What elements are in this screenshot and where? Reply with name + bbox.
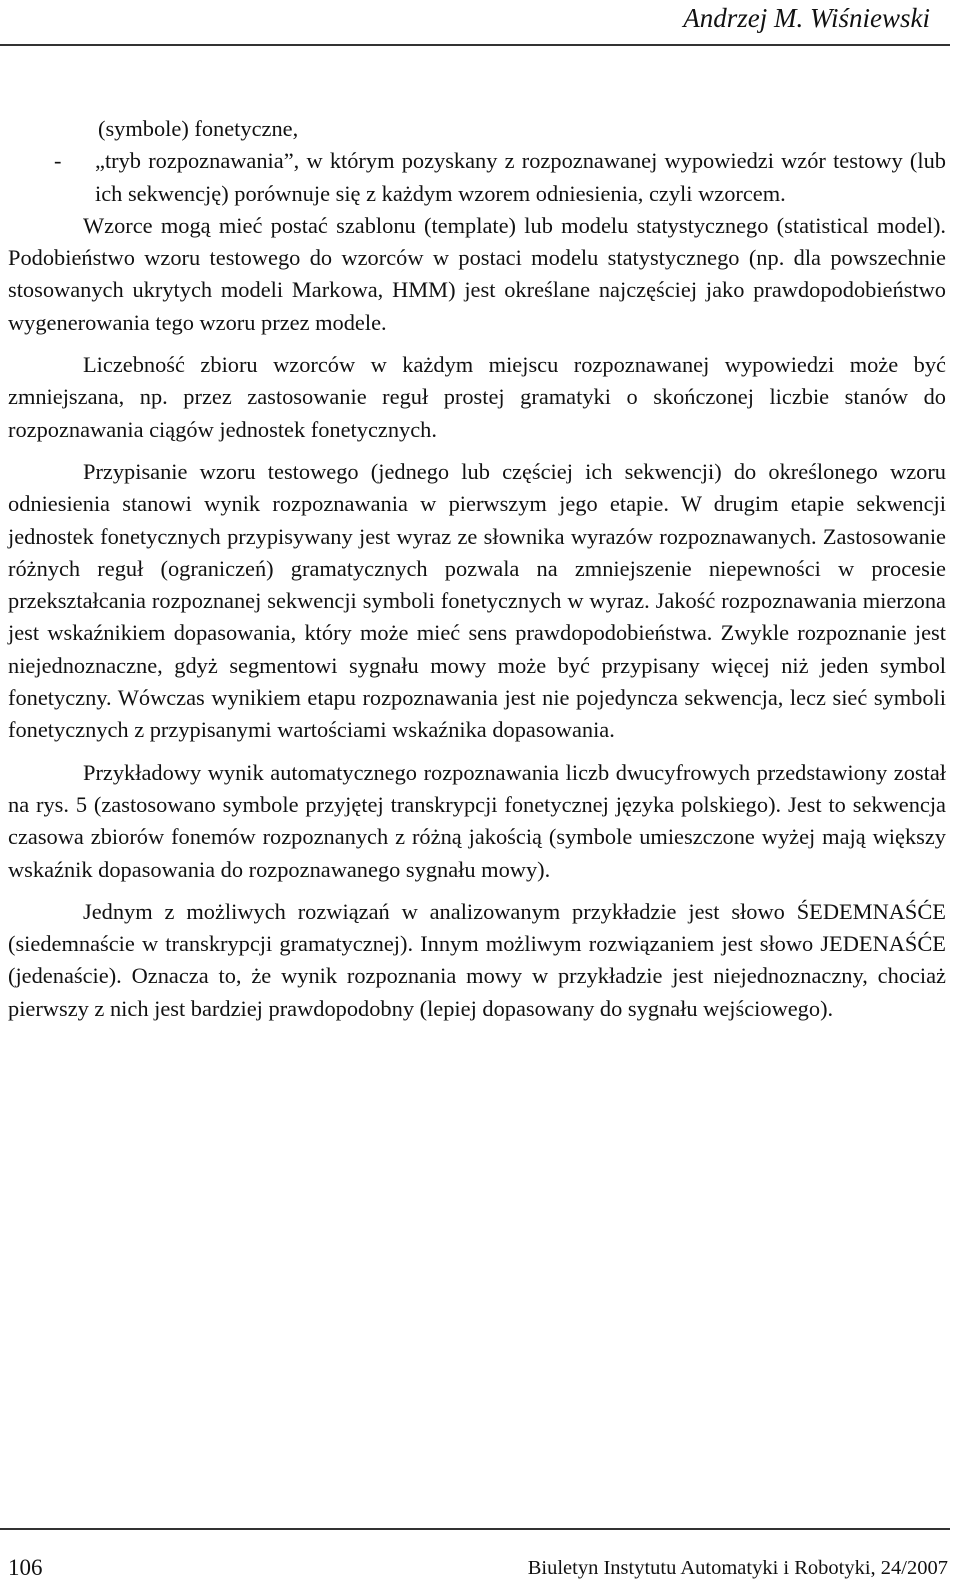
list-item (8, 145, 946, 210)
paragraph-wzorce: Wzorce mogą mieć postać szablonu (template) lub modelu statystycznego (statistical model). Podobieństwo wzoru testowego do wzorców w postaci modelu statystycznego (np. dla powszechnie stosowanych ukrytych modeli Markowa, HMM) jest określane najczęściej jako prawdopodobieństwo wygenerowania tego wzoru przez modele. (8, 212, 946, 335)
paragraph-liczebnosc: Liczebność zbioru wzorców w każdym miejscu rozpoznawanej wypowiedzi może być zmniejszana, np. przez zastosowanie reguł prostej gramatyki o skończonej liczbie stanów do rozpoznawania ciągów jednostek fonetycznych. (8, 352, 946, 442)
paragraph-rozwiazania: Jednym z możliwych rozwiązań w analizowanym przykładzie jest słowo ŚEDEMNAŚĆE (siedemnaście w transkrypcji gramatycznej). Innym możliwym rozwiązaniem jest słowo JEDENAŚĆE (jedenaście). Oznacza to, że wynik rozpoznania mowy w przykładzie jest niejednoznaczny, chociaż pierwszy z nich jest bardziej prawdopodobny (lepiej dopasowany do sygnału wejściowego). (8, 898, 946, 1021)
page-footer (0, 1528, 950, 1580)
running-head-author: Andrzej M. Wiśniewski (683, 3, 930, 33)
paragraph-przykladowy-wynik: Przykładowy wynik automatycznego rozpoznawania liczb dwucyfrowych przedstawiony został na rys. 5 (zastosowano symbole przyjętej transkrypcji fonetycznej języka polskiego). Jest to sekwencja czasowa zbiorów fonemów rozpoznanych z różną jakością (symbole umieszczone wyżej mają większy wskaźnik dopasowania do rozpoznawanego sygnału mowy). (8, 759, 946, 882)
paragraph-przypisanie: Przypisanie wzoru testowego (jednego lub częściej ich sekwencji) do określonego wzoru odniesienia stanowi wynik rozpoznawania w pierwszym jego etapie. W drugim etapie sekwencji jednostek fonetycznych przypisywany jest wyraz ze słownika wyrazów rozpoznawanych. Zastosowanie różnych reguł (ograniczeń) gramatycznych pozwala na zmniejszenie niepewności w procesie przekształcania rozpoznanej sekwencji symboli fonetycznych w wyraz. Jakość rozpoznawania mierzona jest wskaźnikiem dopasowania, który może mieć sens prawdopodobieństwa. Zwykle rozpoznanie jest niejednoznaczne, gdyż segmentowi sygnału mowy może być przypisany więcej niż jeden symbol fonetyczny. Wówczas wynikiem etapu rozpoznawania jest nie pojedyncza sekwencja, lecz sieć symboli fonetycznych z przypisanymi wartościami wskaźnika dopasowania. (8, 458, 946, 743)
article-body (8, 113, 946, 1025)
list-item-text: „tryb rozpoznawania”, w którym pozyskany z rozpoznawanej wypowiedzi wzór testowy (lub ich sekwencję) porównuje się z każdym wzorem odniesienia, czyli wzorcem. (95, 148, 946, 206)
list-item-continuation: (symbole) fonetyczne, (98, 116, 299, 141)
page-number: 106 (8, 1555, 43, 1580)
dash-bullet: - (54, 148, 62, 174)
page-header (0, 0, 950, 46)
journal-citation: Biuletyn Instytutu Automatyki i Robotyki, 24/2007 (527, 1557, 948, 1579)
